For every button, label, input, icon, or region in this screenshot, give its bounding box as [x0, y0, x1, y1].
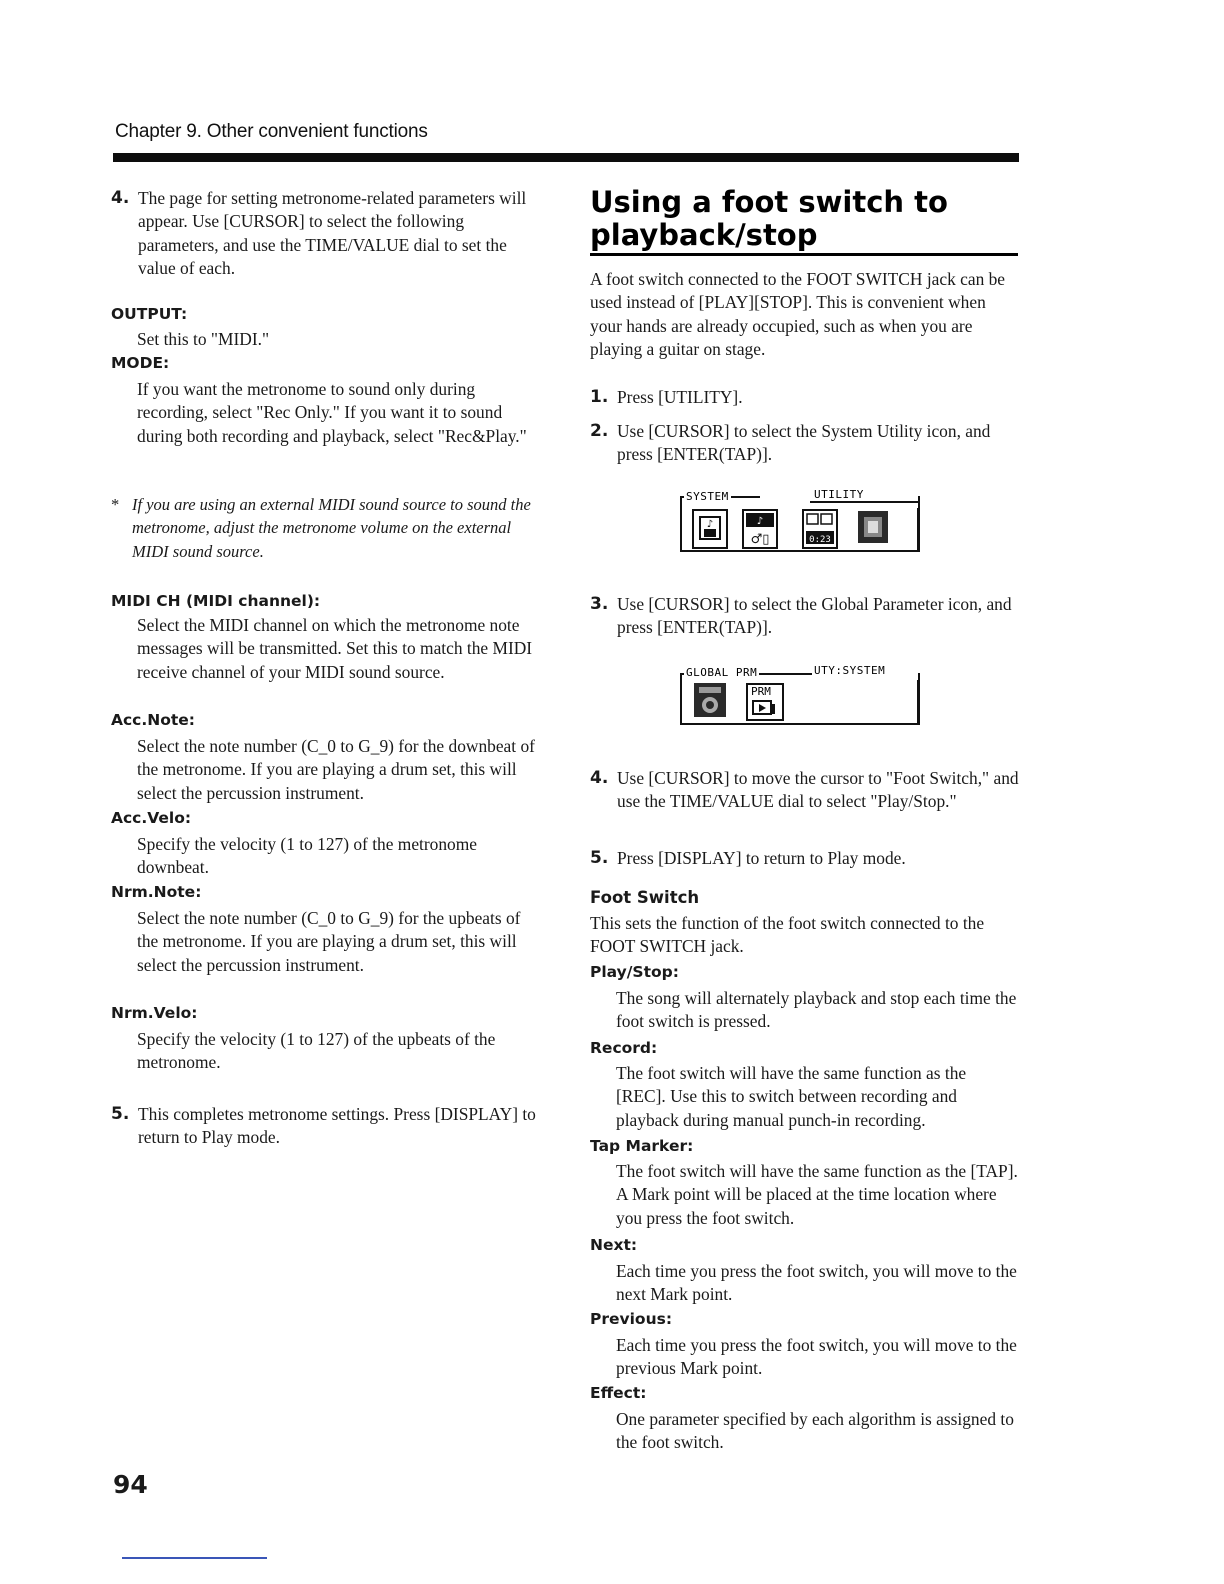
term-record: Record:: [590, 1039, 658, 1057]
lcd-label-system: SYSTEM: [686, 490, 729, 503]
step-text: Use [CURSOR] to select the System Utility icon, and press [ENTER(TAP)].: [617, 421, 991, 465]
svg-text:♪: ♪: [756, 516, 764, 527]
step-4-metronome: [111, 187, 545, 283]
desc-mode: If you want the metronome to sound only during recording, select "Rec Only." If you want it to sound during both recording and playback, select "Rec&Play.": [137, 379, 527, 446]
step-text: Use [CURSOR] to select the Global Parameter icon, and press [ENTER(TAP)].: [617, 594, 1012, 638]
desc-acc-note: Select the note number (C_0 to G_9) for the downbeat of the metronome. If you are playing a drum set, this will select the percussion instrument.: [137, 736, 535, 803]
desc-nrm-velo: Specify the velocity (1 to 127) of the upbeats of the metronome.: [137, 1029, 496, 1073]
step-number: 5.: [590, 848, 609, 868]
step-3: [590, 593, 1020, 641]
svg-text:0:23: 0:23: [809, 535, 831, 545]
desc-play-stop: The song will alternately playback and stop each time the foot switch is pressed.: [616, 988, 1017, 1032]
lcd-global-parameter-screen: [680, 664, 920, 726]
term-foot-switch: Foot Switch: [590, 888, 700, 907]
title-rule: [590, 253, 1018, 256]
term-midi-ch: MIDI CH (MIDI channel):: [111, 592, 321, 610]
global-parameter-icon: [694, 683, 726, 717]
desc-midi-ch: Select the MIDI channel on which the metronome note messages will be transmitted. Set this to match the MIDI receive channel of your MIDI sound source.: [137, 615, 533, 682]
term-tap-marker: Tap Marker:: [590, 1137, 694, 1155]
step-text: Use [CURSOR] to move the cursor to "Foot Switch," and use the TIME/VALUE dial to select "Play/Stop.": [617, 768, 1019, 812]
prm-icon-label: PRM: [751, 685, 771, 698]
step-number: 4.: [111, 188, 130, 208]
desc-previous: Each time you press the foot switch, you will move to the previous Mark point.: [616, 1335, 1017, 1379]
term-play-stop: Play/Stop:: [590, 963, 679, 981]
step-text: Press [UTILITY].: [617, 387, 743, 407]
prm-icon: [746, 683, 784, 721]
term-nrm-note: Nrm.Note:: [111, 883, 202, 901]
note-bullet: *: [111, 495, 120, 514]
midi-sync-icon: [742, 509, 778, 549]
step-2: [590, 420, 1020, 468]
step-5-display: [590, 847, 1020, 871]
desc-output: Set this to "MIDI.": [137, 329, 270, 349]
step-text: The page for setting metronome-related parameters will appear. Use [CURSOR] to select the following parameters, and use the TIME/VALUE dial to set the value of each.: [138, 188, 527, 278]
step-4-foot-switch: [590, 767, 1020, 839]
desc-acc-velo: Specify the velocity (1 to 127) of the metronome downbeat.: [137, 834, 477, 878]
step-number: 3.: [590, 594, 609, 614]
term-previous: Previous:: [590, 1310, 673, 1328]
term-next: Next:: [590, 1236, 638, 1254]
step-text: This completes metronome settings. Press [DISPLAY] to return to Play mode.: [138, 1104, 536, 1148]
desc-nrm-note: Select the note number (C_0 to G_9) for the upbeats of the metronome. If you are playing a drum set, this will select the percussion instrument.: [137, 908, 521, 975]
term-acc-velo: Acc.Velo:: [111, 809, 192, 827]
counter-icon: [802, 509, 838, 549]
step-number: 1.: [590, 387, 609, 407]
step-number: 5.: [111, 1104, 130, 1124]
step-number: 4.: [590, 768, 609, 788]
term-nrm-velo: Nrm.Velo:: [111, 1004, 198, 1022]
note-external-midi: [111, 493, 545, 563]
term-output: OUTPUT:: [111, 305, 188, 323]
term-mode: MODE:: [111, 354, 170, 372]
header-rule: [113, 153, 1019, 162]
system-utility-icon: [856, 509, 892, 545]
desc-tap-marker: The foot switch will have the same function as the [TAP]. A Mark point will be placed at the time location where you press the foot switch.: [616, 1161, 1018, 1228]
lcd-label-utility: UTILITY: [814, 488, 864, 501]
svg-text:♪: ♪: [706, 519, 714, 530]
lcd-scrollbar: [917, 508, 920, 552]
section-title: Using a foot switch to playback/stop: [590, 185, 948, 252]
lcd-system-utility-screen: [680, 490, 920, 552]
step-text: Press [DISPLAY] to return to Play mode.: [617, 848, 906, 868]
term-effect: Effect:: [590, 1384, 647, 1402]
term-acc-note: Acc.Note:: [111, 711, 196, 729]
lcd-top-rule: [810, 501, 920, 503]
lcd-scrollbar: [917, 680, 920, 724]
desc-foot-switch: This sets the function of the foot switch connected to the FOOT SWITCH jack.: [590, 913, 985, 957]
step-number: 2.: [590, 421, 609, 441]
desc-record: The foot switch will have the same function as the [REC]. Use this to switch between recording and playback during manual punch-in recording.: [616, 1063, 967, 1130]
lcd-label-global-prm: GLOBAL PRM: [686, 666, 758, 679]
desc-effect: One parameter specified by each algorithm is assigned to the foot switch.: [616, 1409, 1014, 1453]
disk-icon: [692, 509, 728, 549]
step-5-complete: [111, 1103, 545, 1151]
lcd-label-uty-system: UTY:SYSTEM: [814, 664, 886, 677]
note-text: If you are using an external MIDI sound source to sound the metronome, adjust the metronome volume on the external MIDI sound source.: [132, 495, 531, 561]
chapter-heading: Chapter 9. Other convenient functions: [115, 121, 428, 142]
desc-next: Each time you press the foot switch, you will move to the next Mark point.: [616, 1261, 1017, 1305]
footer-rule: [122, 1557, 267, 1559]
svg-text:♂▯: ♂▯: [750, 532, 770, 547]
intro-paragraph: A foot switch connected to the FOOT SWITCH jack can be used instead of [PLAY][STOP]. This is convenient when your hands are already occupied, such as when you are playing a guitar on stage.: [590, 269, 1006, 359]
step-1: [590, 386, 1020, 410]
page-number: 94: [113, 1470, 148, 1499]
